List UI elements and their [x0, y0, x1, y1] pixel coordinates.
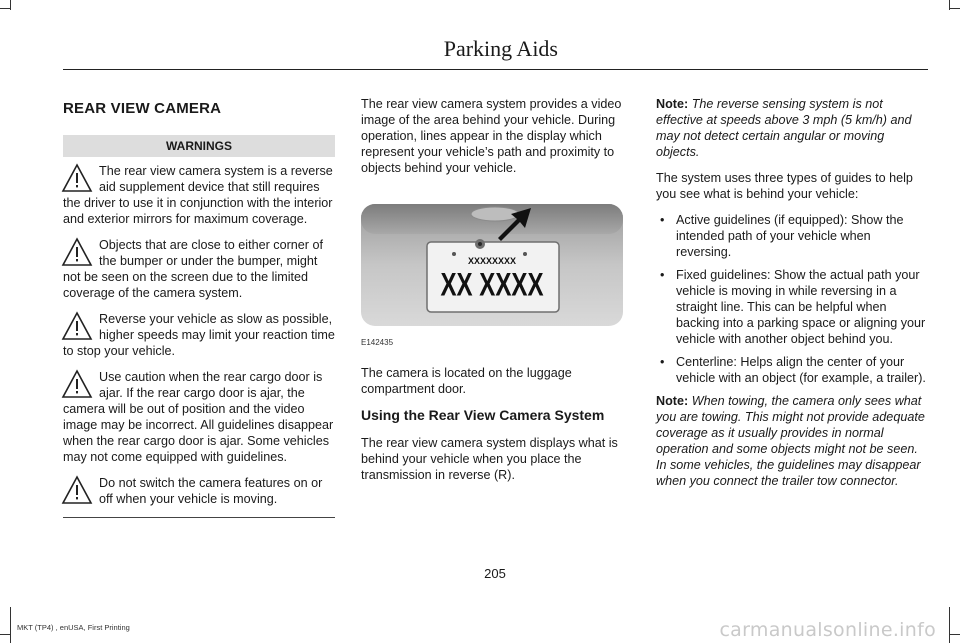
- guides-intro: The system uses three types of guides to help you see what is behind your vehicle:: [656, 171, 913, 201]
- page-title: Parking Aids: [443, 36, 558, 61]
- column-guides: [656, 96, 928, 499]
- list-item: • Centerline: Helps align the center of your vehicle with an object (for example, a trailer).: [656, 354, 928, 386]
- list-item: • Fixed guidelines: Show the actual path your vehicle is moving in while reversing in a straight line. This can be helpful when backing into a parking space or aligning your vehicle with another object behind you.: [656, 267, 928, 347]
- figure-id: E142435: [361, 338, 394, 347]
- warning-text: Do not switch the camera features on or off when your vehicle is moving.: [99, 476, 323, 506]
- guides-list: [656, 212, 928, 386]
- warning-item: [63, 163, 335, 227]
- warning-text: Use caution when the rear cargo door is ajar. If the rear cargo door is ajar, the camera will be out of position and the video image may be incorrect. All guidelines disappear when the rear cargo door is ajar. Some vehicles may not come equipped with guidelines.: [63, 370, 334, 464]
- page-number: 205: [484, 566, 506, 581]
- warning-triangle-icon: [61, 475, 93, 505]
- note-towing: [656, 393, 928, 489]
- warning-item: [63, 237, 335, 301]
- warning-item: [63, 311, 335, 359]
- warning-triangle-icon: [61, 237, 93, 267]
- camera-location-figure: [361, 186, 631, 336]
- note-label: Note:: [656, 97, 689, 111]
- warnings-heading: WARNINGS: [63, 135, 335, 157]
- camera-location-text: The camera is located on the luggage compartment door.: [361, 366, 572, 396]
- watermark: carmanualsonline.info: [719, 619, 936, 641]
- warning-triangle-icon: [61, 311, 93, 341]
- plate-top-text: XXXXXXXX: [467, 256, 517, 266]
- plate-main-text: XX XXXX: [440, 267, 544, 304]
- warning-text: The rear view camera system is a reverse aid supplement device that still requires the driver to use it in conjunction with the interior and exterior mirrors for maximum coverage.: [63, 164, 333, 226]
- note-label: Note:: [656, 394, 689, 408]
- rear-hatch-illustration: [361, 186, 631, 336]
- warning-text: Reverse your vehicle as slow as possible, higher speeds may limit your reaction time to stop your vehicle.: [63, 312, 335, 358]
- using-text: The rear view camera system displays what is behind your vehicle when you place the transmission in reverse (R).: [361, 436, 618, 482]
- column-warnings: [63, 96, 335, 518]
- column-camera: [361, 96, 633, 493]
- header-divider: [63, 69, 928, 70]
- warning-item: [63, 369, 335, 465]
- warning-text: Objects that are close to either corner of the bumper or under the bumper, might not be seen on the screen due to the limited coverage of the camera system.: [63, 238, 324, 300]
- warning-triangle-icon: [61, 369, 93, 399]
- warning-item: [63, 475, 335, 507]
- note-speed: [656, 96, 928, 160]
- edition-label: MKT (TP4) , enUSA, First Printing: [17, 623, 130, 632]
- note-text: When towing, the camera only sees what you are towing. This might not provide adequate coverage as it usually provides in normal operation and some objects might not be seen. In some vehicles, the guidelines may disappear when you connect the trailer tow connector.: [656, 394, 925, 488]
- warning-triangle-icon: [61, 163, 93, 193]
- intro-paragraph: The rear view camera system provides a video image of the area behind your vehicle. During operation, lines appear in the display which represent your vehicle’s path and proximity to objects behind your vehicle.: [361, 97, 622, 175]
- list-item: • Active guidelines (if equipped): Show the intended path of your vehicle when reversing.: [656, 212, 928, 260]
- note-text: The reverse sensing system is not effective at speeds above 3 mph (5 km/h) and may not detect certain angular or moving objects.: [656, 97, 912, 159]
- section-title: REAR VIEW CAMERA: [63, 100, 222, 117]
- warnings-bottom-rule: [63, 517, 335, 518]
- subsection-title: Using the Rear View Camera System: [361, 407, 605, 423]
